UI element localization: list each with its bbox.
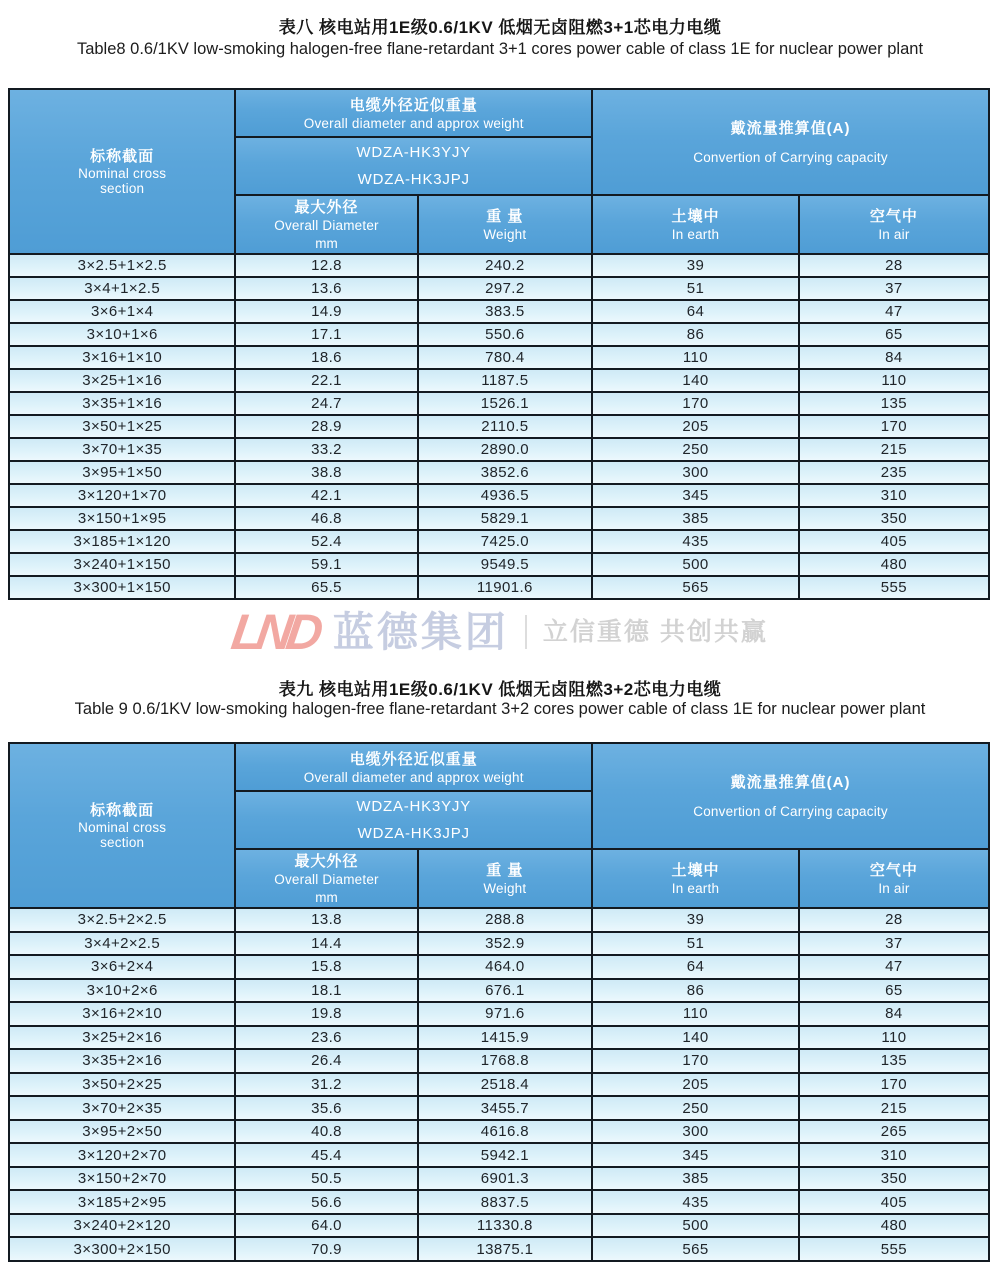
header-weight-zh: 重 量 (486, 208, 524, 225)
table-cell: 37 (799, 932, 989, 956)
table-cell: 405 (799, 530, 989, 553)
header-overall-diameter-unit: mm (315, 236, 338, 251)
table-cell: 2518.4 (418, 1073, 592, 1097)
table-cell: 2890.0 (418, 438, 592, 461)
header-diameter-weight-en: Overall diameter and approx weight (303, 769, 524, 785)
table-cell: 676.1 (418, 979, 592, 1003)
header-carrying-capacity-en: Convertion of Carrying capacity (693, 150, 888, 165)
table-cell: 3×6+1×4 (9, 300, 235, 323)
table-row (9, 415, 989, 438)
table-cell: 3×10+1×6 (9, 323, 235, 346)
table-cell: 500 (592, 553, 799, 576)
table-row (9, 484, 989, 507)
header-weight (418, 195, 592, 254)
table-cell: 3×185+2×95 (9, 1190, 235, 1214)
table-cell: 135 (799, 392, 989, 415)
header-in-earth (592, 849, 799, 908)
table-cell: 480 (799, 553, 989, 576)
table-cell: 86 (592, 323, 799, 346)
table-cell: 3×300+2×150 (9, 1237, 235, 1261)
header-carrying-capacity-en: Convertion of Carrying capacity (693, 804, 888, 819)
table-cell: 345 (592, 1143, 799, 1167)
table-cell: 383.5 (418, 300, 592, 323)
table-cell: 3×240+1×150 (9, 553, 235, 576)
table-cell: 3×120+1×70 (9, 484, 235, 507)
table-cell: 140 (592, 1026, 799, 1050)
table-cell: 3852.6 (418, 461, 592, 484)
table-cell: 5829.1 (418, 507, 592, 530)
table-row (9, 507, 989, 530)
header-nominal-zh: 标称截面 (90, 802, 155, 819)
table-row (9, 1002, 989, 1026)
table-cell: 3×35+1×16 (9, 392, 235, 415)
table-cell: 300 (592, 1120, 799, 1144)
table8-title-en: Table8 0.6/1KV low-smoking halogen-free flane-retardant 3+1 cores power cable of class 1E for nuclear power plant (76, 40, 924, 58)
table-cell: 52.4 (235, 530, 417, 553)
table-cell: 31.2 (235, 1073, 417, 1097)
table-cell: 565 (592, 1237, 799, 1261)
table-cell: 24.7 (235, 392, 417, 415)
table-cell: 3×16+2×10 (9, 1002, 235, 1026)
table-row (9, 1026, 989, 1050)
table9 (8, 742, 990, 1262)
table-cell: 38.8 (235, 461, 417, 484)
table-cell: 14.9 (235, 300, 417, 323)
table-cell: 1526.1 (418, 392, 592, 415)
table8-header (9, 89, 989, 254)
table-cell: 4616.8 (418, 1120, 592, 1144)
table-row (9, 576, 989, 599)
logo-company-name: 蓝德集团 (332, 608, 509, 655)
table-cell: 5942.1 (418, 1143, 592, 1167)
table-cell: 385 (592, 1167, 799, 1191)
table-row (9, 908, 989, 932)
table-cell: 8837.5 (418, 1190, 592, 1214)
table-row (9, 461, 989, 484)
table-cell: 35.6 (235, 1096, 417, 1120)
table-cell: 70.9 (235, 1237, 417, 1261)
table-row (9, 1237, 989, 1261)
header-nominal-zh: 标称截面 (90, 148, 155, 165)
table-cell: 555 (799, 576, 989, 599)
table-cell: 350 (799, 507, 989, 530)
table-cell: 51 (592, 932, 799, 956)
table-cell: 350 (799, 1167, 989, 1191)
table-cell: 18.1 (235, 979, 417, 1003)
header-weight-en: Weight (483, 227, 527, 242)
company-logo (0, 601, 1000, 663)
table-cell: 110 (799, 369, 989, 392)
table-cell: 15.8 (235, 955, 417, 979)
table-cell: 435 (592, 530, 799, 553)
header-nominal-cross-section (9, 743, 235, 908)
table-cell: 37 (799, 277, 989, 300)
table-cell: 3×120+2×70 (9, 1143, 235, 1167)
table-cell: 297.2 (418, 277, 592, 300)
table-cell: 3455.7 (418, 1096, 592, 1120)
table-cell: 39 (592, 908, 799, 932)
table-cell: 288.8 (418, 908, 592, 932)
table-cell: 64 (592, 955, 799, 979)
logo-lnd-mark: LND (228, 604, 321, 660)
table-cell: 405 (799, 1190, 989, 1214)
table-cell: 435 (592, 1190, 799, 1214)
table-cell: 385 (592, 507, 799, 530)
table-row (9, 932, 989, 956)
header-overall-diameter-en: Overall Diameter (274, 872, 379, 887)
table-cell: 352.9 (418, 932, 592, 956)
table9-title-zh: 表九 核电站用1E级0.6/1KV 低烟无卤阻燃3+2芯电力电缆 (278, 680, 722, 699)
table-cell: 555 (799, 1237, 989, 1261)
table-cell: 3×25+2×16 (9, 1026, 235, 1050)
table-cell: 26.4 (235, 1049, 417, 1073)
table-cell: 13.8 (235, 908, 417, 932)
header-in-air-zh: 空气中 (869, 208, 918, 225)
table-cell: 3×4+2×2.5 (9, 932, 235, 956)
header-weight-zh: 重 量 (486, 862, 524, 879)
table-cell: 3×10+2×6 (9, 979, 235, 1003)
table-cell: 50.5 (235, 1167, 417, 1191)
table-cell: 18.6 (235, 346, 417, 369)
header-nominal-en: Nominal cross section (78, 166, 167, 196)
table-cell: 3×16+1×10 (9, 346, 235, 369)
header-nominal-cross-section (9, 89, 235, 254)
table9-header (9, 743, 989, 908)
header-carrying-capacity-group (592, 743, 989, 849)
header-in-earth-zh: 土壤中 (671, 208, 720, 225)
table-cell: 110 (799, 1026, 989, 1050)
table-cell: 780.4 (418, 346, 592, 369)
table-cell: 480 (799, 1214, 989, 1238)
table-cell: 3×300+1×150 (9, 576, 235, 599)
header-diameter-weight-zh: 电缆外径近似重量 (349, 750, 478, 768)
header-carrying-capacity-group (592, 89, 989, 195)
table-cell: 65 (799, 323, 989, 346)
table-cell: 3×4+1×2.5 (9, 277, 235, 300)
table-cell: 235 (799, 461, 989, 484)
table-row (9, 277, 989, 300)
table-cell: 3×2.5+1×2.5 (9, 254, 235, 277)
table-row (9, 1120, 989, 1144)
table-row (9, 955, 989, 979)
header-cable-models (235, 137, 592, 195)
table-cell: 170 (592, 392, 799, 415)
table-cell: 3×95+2×50 (9, 1120, 235, 1144)
table-cell: 64 (592, 300, 799, 323)
header-weight-en: Weight (483, 881, 527, 896)
header-in-earth-en: In earth (671, 881, 720, 896)
header-nominal-en: Nominal cross section (78, 820, 167, 850)
header-overall-diameter-zh: 最大外径 (294, 199, 359, 216)
table-row (9, 254, 989, 277)
table-cell: 51 (592, 277, 799, 300)
table-cell: 345 (592, 484, 799, 507)
table-cell: 250 (592, 438, 799, 461)
header-in-earth-zh: 土壤中 (671, 862, 720, 879)
table-cell: 310 (799, 484, 989, 507)
table-row (9, 392, 989, 415)
table-cell: 39 (592, 254, 799, 277)
table-cell: 3×6+2×4 (9, 955, 235, 979)
table-cell: 205 (592, 415, 799, 438)
table-cell: 565 (592, 576, 799, 599)
table-cell: 7425.0 (418, 530, 592, 553)
table-cell: 170 (799, 1073, 989, 1097)
table-cell: 3×150+1×95 (9, 507, 235, 530)
table-row (9, 1167, 989, 1191)
table-cell: 19.8 (235, 1002, 417, 1026)
header-in-air-en: In air (878, 881, 910, 896)
table-cell: 42.1 (235, 484, 417, 507)
table-cell: 84 (799, 346, 989, 369)
header-diameter-weight-group (235, 743, 592, 791)
table-cell: 28.9 (235, 415, 417, 438)
header-in-air-en: In air (878, 227, 910, 242)
header-diameter-weight-group (235, 89, 592, 137)
table-cell: 84 (799, 1002, 989, 1026)
table-row (9, 323, 989, 346)
table-cell: 3×50+1×25 (9, 415, 235, 438)
table-cell: 3×50+2×25 (9, 1073, 235, 1097)
table-cell: 3×2.5+2×2.5 (9, 908, 235, 932)
table-cell: 3×70+2×35 (9, 1096, 235, 1120)
table-cell: 11330.8 (418, 1214, 592, 1238)
table8-title-zh: 表八 核电站用1E级0.6/1KV 低烟无卤阻燃3+1芯电力电缆 (278, 18, 722, 37)
table-cell: 310 (799, 1143, 989, 1167)
table-row (9, 438, 989, 461)
table-row (9, 300, 989, 323)
table8 (8, 88, 990, 600)
table-cell: 550.6 (418, 323, 592, 346)
table-cell: 170 (799, 415, 989, 438)
table-cell: 140 (592, 369, 799, 392)
table-cell: 1187.5 (418, 369, 592, 392)
table-cell: 110 (592, 1002, 799, 1026)
table-cell: 64.0 (235, 1214, 417, 1238)
header-overall-diameter-en: Overall Diameter (274, 218, 379, 233)
cable-model-1: WDZA-HK3YJY (356, 144, 472, 161)
logo-divider (525, 615, 527, 649)
table-cell: 65.5 (235, 576, 417, 599)
table-cell: 56.6 (235, 1190, 417, 1214)
header-overall-diameter-unit: mm (315, 890, 338, 905)
table9-body (9, 908, 989, 1261)
table-cell: 240.2 (418, 254, 592, 277)
header-in-earth-en: In earth (671, 227, 720, 242)
table-cell: 22.1 (235, 369, 417, 392)
header-diameter-weight-zh: 电缆外径近似重量 (349, 96, 478, 114)
table-row (9, 1096, 989, 1120)
table-cell: 11901.6 (418, 576, 592, 599)
table-cell: 17.1 (235, 323, 417, 346)
cable-model-1: WDZA-HK3YJY (356, 798, 472, 815)
table-row (9, 1143, 989, 1167)
header-carrying-capacity-zh: 戴流量推算值(A) (730, 774, 851, 791)
header-diameter-weight-en: Overall diameter and approx weight (303, 115, 524, 131)
header-cable-models (235, 791, 592, 849)
table-cell: 3×185+1×120 (9, 530, 235, 553)
table-row (9, 1049, 989, 1073)
header-overall-diameter (235, 849, 417, 908)
table-cell: 59.1 (235, 553, 417, 576)
table-cell: 3×240+2×120 (9, 1214, 235, 1238)
table9-title-en: Table 9 0.6/1KV low-smoking halogen-free flane-retardant 3+2 cores power cable of class 1E for nuclear power plant (74, 700, 926, 718)
table-cell: 47 (799, 300, 989, 323)
table-row (9, 553, 989, 576)
table-row (9, 1190, 989, 1214)
cable-model-2: WDZA-HK3JPJ (357, 825, 470, 842)
table-row (9, 530, 989, 553)
header-weight (418, 849, 592, 908)
table-cell: 3×95+1×50 (9, 461, 235, 484)
table-row (9, 369, 989, 392)
table-cell: 170 (592, 1049, 799, 1073)
cable-model-2: WDZA-HK3JPJ (357, 171, 470, 188)
table-cell: 250 (592, 1096, 799, 1120)
table-row (9, 979, 989, 1003)
table-cell: 3×70+1×35 (9, 438, 235, 461)
table-cell: 110 (592, 346, 799, 369)
table-cell: 135 (799, 1049, 989, 1073)
table-cell: 1415.9 (418, 1026, 592, 1050)
header-in-air (799, 195, 989, 254)
header-overall-diameter-zh: 最大外径 (294, 853, 359, 870)
table-cell: 265 (799, 1120, 989, 1144)
table-cell: 65 (799, 979, 989, 1003)
table-cell: 86 (592, 979, 799, 1003)
table-cell: 464.0 (418, 955, 592, 979)
table-cell: 13875.1 (418, 1237, 592, 1261)
table-cell: 13.6 (235, 277, 417, 300)
table-cell: 46.8 (235, 507, 417, 530)
table-row (9, 1073, 989, 1097)
header-in-earth (592, 195, 799, 254)
table-row (9, 346, 989, 369)
table-cell: 3×25+1×16 (9, 369, 235, 392)
table-cell: 205 (592, 1073, 799, 1097)
table-cell: 40.8 (235, 1120, 417, 1144)
table-cell: 28 (799, 908, 989, 932)
table-cell: 45.4 (235, 1143, 417, 1167)
header-in-air-zh: 空气中 (869, 862, 918, 879)
table-cell: 23.6 (235, 1026, 417, 1050)
table-cell: 14.4 (235, 932, 417, 956)
table-cell: 3×150+2×70 (9, 1167, 235, 1191)
table-cell: 500 (592, 1214, 799, 1238)
table-cell: 300 (592, 461, 799, 484)
table-cell: 215 (799, 438, 989, 461)
table-cell: 3×35+2×16 (9, 1049, 235, 1073)
header-in-air (799, 849, 989, 908)
header-carrying-capacity-zh: 戴流量推算值(A) (730, 120, 851, 137)
table-cell: 12.8 (235, 254, 417, 277)
table-cell: 47 (799, 955, 989, 979)
table-cell: 971.6 (418, 1002, 592, 1026)
table8-body (9, 254, 989, 599)
logo-tagline: 立信重德 共创共赢 (542, 617, 768, 646)
table-row (9, 1214, 989, 1238)
table-cell: 4936.5 (418, 484, 592, 507)
table-cell: 28 (799, 254, 989, 277)
table-cell: 1768.8 (418, 1049, 592, 1073)
table-cell: 2110.5 (418, 415, 592, 438)
table-cell: 6901.3 (418, 1167, 592, 1191)
header-overall-diameter (235, 195, 417, 254)
table-cell: 33.2 (235, 438, 417, 461)
table-cell: 215 (799, 1096, 989, 1120)
table-cell: 9549.5 (418, 553, 592, 576)
